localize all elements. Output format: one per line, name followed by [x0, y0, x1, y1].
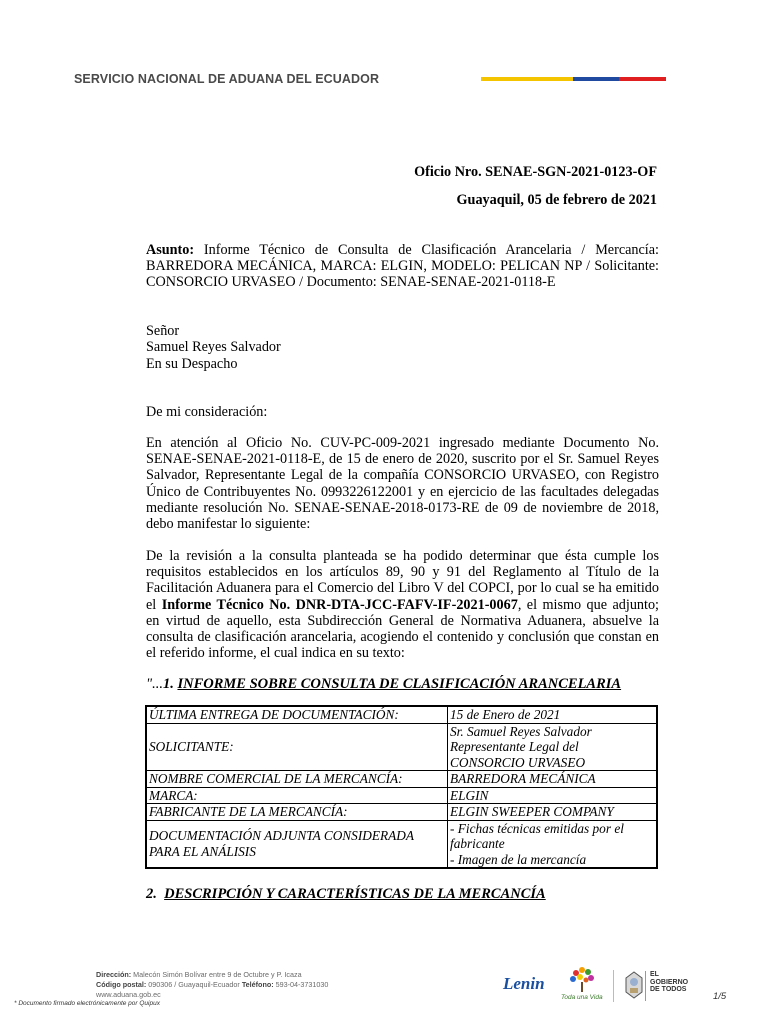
lenin-logo: Lenin	[503, 974, 545, 993]
quote-prefix: "...	[146, 676, 163, 692]
logo-separator	[613, 970, 614, 1002]
place-date: Guayaquil, 05 de febrero de 2021	[456, 192, 657, 208]
table-value	[448, 820, 658, 868]
direccion-text: Malecón Simón Bolívar entre 9 de Octubre y P. Icaza	[131, 970, 302, 979]
section-1-title: INFORME SOBRE CONSULTA DE CLASIFICACIÓN ARANCELARIA	[177, 676, 622, 692]
postal-text: 090306 / Guayaquil-Ecuador	[146, 980, 242, 989]
value-line: CONSORCIO URVASEO	[450, 754, 586, 770]
table-row	[146, 787, 657, 804]
telefono-text: 593-04-3731030	[273, 980, 329, 989]
section-2-number: 2.	[146, 886, 157, 902]
gobierno-line: EL	[650, 971, 659, 978]
table-label: ÚLTIMA ENTREGA DE DOCUMENTACIÓN:	[146, 706, 448, 723]
greeting: De mi consideración:	[146, 404, 268, 420]
label-line: DOCUMENTACIÓN ADJUNTA CONSIDERADA	[149, 828, 414, 844]
para2-text-b: , el mismo que adjunto; en virtud de aquello, esta Subdirección General de Normativa Aduanera, absuelve la consulta de clasificación arancelaria, acogiendo el contenido y conclusión que constan en el referido informe, el cual indica en su texto:	[146, 596, 659, 662]
recipient-name: Samuel Reyes Salvador	[146, 339, 281, 355]
table-row	[146, 804, 657, 821]
section-1-heading	[146, 676, 621, 693]
footer-address	[96, 970, 328, 1000]
section-2-heading	[146, 886, 546, 903]
org-header: SERVICIO NACIONAL DE ADUANA DEL ECUADOR	[74, 72, 380, 86]
table-label: NOMBRE COMERCIAL DE LA MERCANCÍA:	[146, 771, 448, 788]
table-row	[146, 820, 657, 868]
value-line: Representante Legal del	[450, 739, 579, 754]
flag-blue	[573, 77, 619, 81]
recipient-salutation: Señor	[146, 323, 180, 339]
value-line: - Fichas técnicas emitidas por el	[450, 820, 624, 836]
table-value: ELGIN	[448, 787, 658, 804]
direccion-label: Dirección:	[96, 970, 132, 979]
table-label	[146, 820, 448, 868]
postal-label: Código postal:	[96, 980, 147, 989]
label-line: PARA EL ANÁLISIS	[149, 843, 256, 859]
table-row	[146, 706, 657, 723]
website-link[interactable]: www.aduana.gob.ec	[96, 990, 161, 999]
gobierno-line: DE TODOS	[650, 986, 687, 993]
telefono-label: Teléfono:	[241, 980, 274, 989]
toda-una-vida-text: Toda una Vida	[561, 994, 603, 1001]
informe-tecnico-ref: Informe Técnico No. DNR-DTA-JCC-FAFV-IF-2021-0067	[161, 596, 518, 613]
table-row	[146, 771, 657, 788]
section-1-number: 1.	[162, 676, 174, 692]
table-value: ELGIN SWEEPER COMPANY	[448, 804, 658, 821]
recipient-office: En su Despacho	[146, 356, 238, 372]
section-2-title: DESCRIPCIÓN Y CARACTERÍSTICAS DE LA MERCANCÍA	[164, 886, 546, 902]
paragraph-1: En atención al Oficio No. CUV-PC-009-2021 ingresado mediante Documento No. SENAE-SENAE-2021-0118-E, de 15 de enero de 2020, suscrito por el Sr. Samuel Reyes Salvador, Representante Legal de la compañía CONSORCIO URVASEO, con Registro Único de Contribuyentes No. 0993226122001 y en ejercicio de las facultades delegadas mediante resolución No. SENAE-SENAE-2018-0173-RE de 09 de noviembre de 2018, debo manifestar lo siguiente:	[146, 435, 659, 533]
flag-red	[619, 77, 666, 81]
paragraph-2	[146, 548, 659, 661]
table-label: MARCA:	[146, 787, 448, 804]
oficio-number: Oficio Nro. SENAE-SGN-2021-0123-OF	[414, 164, 657, 180]
classification-table	[145, 705, 658, 869]
value-line: - Imagen de la mercancía	[450, 851, 587, 867]
table-value	[448, 723, 658, 771]
table-row	[146, 723, 657, 771]
page-number: 1/5	[713, 991, 727, 1002]
flag-stripe	[481, 77, 666, 81]
quipux-note: * Documento firmado electrónicamente por Quipux	[14, 1000, 160, 1007]
asunto	[146, 242, 659, 291]
asunto-label: Asunto:	[146, 242, 195, 258]
value-line: Sr. Samuel Reyes Salvador	[450, 723, 592, 739]
flag-yellow	[481, 77, 573, 81]
table-value: 15 de Enero de 2021	[448, 706, 658, 723]
table-value: BARREDORA MECÁNICA	[448, 771, 658, 788]
value-line: fabricante	[450, 836, 505, 851]
table-label: SOLICITANTE:	[146, 723, 448, 771]
table-label: FABRICANTE DE LA MERCANCÍA:	[146, 804, 448, 821]
gobierno-text	[650, 971, 688, 994]
gobierno-line: GOBIERNO	[650, 978, 689, 986]
para2-text-a: De la revisión a la consulta planteada se ha podido determinar que ésta cumple los requisitos establecidos en los artículos 89, 90 y 91 del Reglamento al Título de la Facilitación Aduanera para el Comercio del Libro V del COPCI, por lo cual se ha emitido el	[146, 548, 659, 613]
asunto-text: Informe Técnico de Consulta de Clasificación Arancelaria / Mercancía: BARREDORA MECÁNICA, MARCA: ELGIN, MODELO: PELICAN NP / Solicitante: CONSORCIO URVASEO / Documento: SENAE-SENAE-2021-0118-E	[146, 242, 659, 291]
